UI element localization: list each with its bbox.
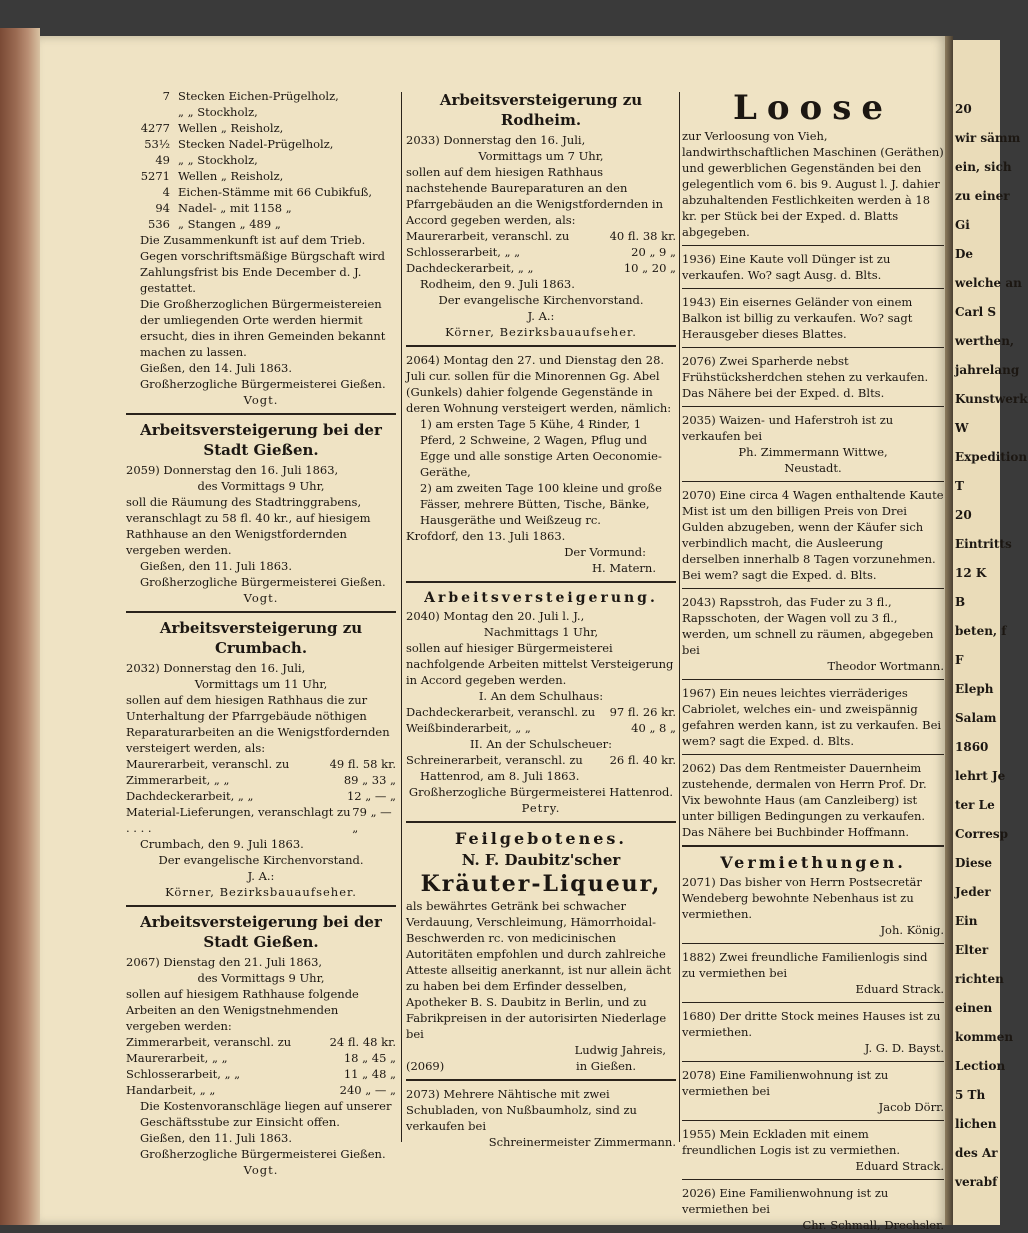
signature: Jacob Dörr. <box>878 1100 944 1114</box>
signature: Körner, Bezirksbauaufseher. <box>165 885 357 899</box>
notice-heading: Arbeitsversteigerung bei der Stadt Gießen. <box>140 913 382 951</box>
text: des Vormittags 9 Uhr, <box>197 479 325 493</box>
cost-label: Dachdeckerarbeit, „ „ <box>126 789 254 803</box>
cost-row <box>126 1050 396 1066</box>
classified-ad: 2035) Waizen- und Haferstroh ist zu verkaufen bei <box>682 413 894 443</box>
authority: Der evangelische Kirchenvorstand. <box>438 293 644 307</box>
cost-row <box>126 756 396 772</box>
table-row <box>126 168 396 184</box>
signature: Eduard Strack. <box>855 982 944 996</box>
next-page-text: lichen <box>955 1117 997 1131</box>
classified-ad: 2076) Zwei Sparherde nebst Frühstücksherdchen stehen zu verkaufen. Das Nähere bei der Exped. d. Blts. <box>682 354 929 400</box>
signature: Körner, Bezirksbauaufseher. <box>445 325 637 339</box>
list-item: 2) am zweiten Tage 100 kleine und große Fässer, mehrere Bütten, Tische, Bänke, Hausgeräthe und Weißzeug rc. <box>420 481 662 527</box>
next-page-text: wir sämm <box>955 131 1021 145</box>
divider <box>682 288 944 289</box>
classified-ad: 1967) Ein neues leichtes vierräderiges Cabriolet, welches ein- und zweispännig gefahren werden kann, ist zu verkaufen. Bei wem? sagt die Exped. d. Blts. <box>682 686 942 748</box>
column-rule <box>679 92 680 1142</box>
cost-label: Schlosserarbeit, „ „ <box>126 1067 241 1081</box>
classified-ad: 1936) Eine Kaute voll Dünger ist zu verkaufen. Wo? sagt Ausg. d. Blts. <box>682 252 891 282</box>
item: Eichen-Stämme mit 66 Cubikfuß, <box>178 185 373 199</box>
table-row <box>126 104 396 120</box>
next-page-text: Expedition <box>955 450 1028 464</box>
text: Neustadt. <box>784 461 842 475</box>
section-heading: Feilgebotenes. <box>454 829 627 848</box>
table-row <box>126 152 396 168</box>
date: Gießen, den 11. Juli 1863. <box>140 1131 292 1145</box>
divider <box>682 588 944 589</box>
ad-title: Loose <box>732 88 894 128</box>
divider <box>682 1179 944 1180</box>
text: des Vormittags 9 Uhr, <box>197 971 325 985</box>
text: Vormittags um 7 Uhr, <box>478 149 604 163</box>
divider <box>682 347 944 348</box>
signature: Vogt. <box>243 1163 279 1177</box>
text: soll die Räumung des Stadtringgrabens, veranschlagt zu 58 fl. 40 kr., auf hiesigem Rathhause an den Wenigstfordernden vergeben werden. <box>126 495 371 557</box>
classified-ad: 1943) Ein eisernes Geländer von einem Balkon ist billig zu verkaufen. Wo? sagt Herausgeber dieses Blattes. <box>682 295 913 341</box>
signature: Chr. Schmall, Drechsler. <box>802 1218 944 1232</box>
signature: Petry. <box>521 801 561 815</box>
divider <box>682 406 944 407</box>
next-page-text: ter Le <box>955 798 995 812</box>
item: Nadel- „ mit 1158 „ <box>178 201 292 215</box>
quantity: 5271 <box>140 169 170 183</box>
cost-label: Dachdeckerarbeit, „ „ <box>406 261 534 275</box>
quantity: 94 <box>155 201 170 215</box>
cost-row <box>406 228 676 244</box>
signature: Ph. Zimmermann Wittwe, <box>738 445 888 459</box>
cost-value: 240 „ — „ <box>339 1083 396 1097</box>
classified-ad: 2070) Eine circa 4 Wagen enthaltende Kaute Mist ist um den billigen Preis von Drei Gulden abzugeben, wenn der Käufer sich verbindlich macht, die Ausleerung derselben innerhalb 8 Tagen vorzunehmen. Bei wem? sagt die Exped. d. Blts. <box>682 488 944 582</box>
next-page-text: W <box>955 421 969 435</box>
quantity: 53½ <box>144 137 170 151</box>
item: „ Stangen „ 489 „ <box>178 217 281 231</box>
signature: Joh. König. <box>880 923 944 937</box>
cost-value: 40 fl. 38 kr. <box>609 229 676 243</box>
cost-label: Material-Lieferungen, veranschlagt zu . . . . <box>126 805 351 835</box>
cost-row <box>406 720 676 736</box>
cost-row <box>406 704 676 720</box>
next-page-text: einen <box>955 1001 993 1015</box>
rental-ad: 2071) Das bisher von Herrn Postsecretär Wendeberg bewohnte Nebenhaus ist zu vermiethen. <box>682 875 922 921</box>
signature: Theodor Wortmann. <box>827 659 944 673</box>
notice-heading: Arbeitsversteigerung zu Rodheim. <box>439 91 643 129</box>
signature: H. Matern. <box>592 561 656 575</box>
next-page-text: beten, f <box>955 624 1007 638</box>
cost-label: Maurerarbeit, veranschl. zu <box>406 229 570 243</box>
authority: Der evangelische Kirchenvorstand. <box>158 853 364 867</box>
wood-list <box>126 88 396 232</box>
cost-label: Zimmerarbeit, „ „ <box>126 773 230 787</box>
quantity <box>126 104 178 120</box>
item: Wellen „ Reisholz, <box>178 121 284 135</box>
cost-table <box>126 1034 396 1098</box>
table-row <box>126 216 396 232</box>
authority: Großherzogliche Bürgermeisterei Hattenrod. <box>408 785 674 799</box>
signature: Ludwig Jahreis, <box>574 1043 666 1057</box>
date: Krofdorf, den 13. Juli 1863. <box>406 529 566 543</box>
cost-row <box>126 1034 396 1050</box>
next-page-text: Eintritts <box>955 537 1012 551</box>
cost-table <box>126 756 396 836</box>
ad-number: (2069) <box>406 1059 445 1073</box>
cost-value: 11 „ 48 „ <box>343 1067 396 1081</box>
divider <box>682 1120 944 1121</box>
cost-row <box>406 752 676 768</box>
text: I. An dem Schulhaus: <box>478 689 604 703</box>
table-row <box>126 184 396 200</box>
next-page-text: richten <box>955 972 1004 986</box>
divider <box>682 943 944 944</box>
cost-label: Dachdeckerarbeit, veranschl. zu <box>406 705 596 719</box>
cost-label: Schreinerarbeit, veranschl. zu <box>406 753 583 767</box>
next-page-text: ein, sich <box>955 160 1012 174</box>
text: als bewährtes Getränk bei schwacher Verdauung, Verschleimung, Hämorrhoidal-Beschwerden rc. von medicinischen Autoritäten empfohlen und durch zahlreiche Atteste allseitig anerkannt, ist nur allein ächt zu haben bei dem Erfinder desselben, Apotheker B. S. Daubitz in Berlin, und zu Fabrikpreisen in der autorisirten Niederlage bei <box>406 899 672 1041</box>
cost-row <box>126 772 396 788</box>
table-row <box>126 200 396 216</box>
authority: Großherzogliche Bürgermeisterei Gießen. <box>140 1147 386 1161</box>
next-page-text: lehrt Je <box>955 769 1006 783</box>
notice-heading: Arbeitsversteigerung bei der Stadt Gießen. <box>140 421 382 459</box>
signature: J. G. D. Bayst. <box>864 1041 944 1055</box>
quantity: 7 <box>162 89 170 103</box>
text: Vormittags um 11 Uhr, <box>194 677 328 691</box>
text: Nachmittags 1 Uhr, <box>483 625 599 639</box>
next-page-text: 20 <box>955 102 972 116</box>
text: 2067) Dienstag den 21. Juli 1863, <box>126 955 323 969</box>
cost-value: 97 fl. 26 kr. <box>609 705 676 719</box>
text: Die Zusammenkunft ist auf dem Trieb. <box>140 233 366 247</box>
cost-label: Handarbeit, „ „ <box>126 1083 216 1097</box>
cost-row <box>126 788 396 804</box>
ad-brand: N. F. Daubitz'scher <box>461 851 621 869</box>
cost-row <box>126 1066 396 1082</box>
next-page-text: jahrelang <box>955 363 1020 377</box>
text: 2040) Montag den 20. Juli l. J., <box>406 609 585 623</box>
cost-value: 20 „ 9 „ <box>631 245 676 259</box>
text: zur Verloosung von Vieh, landwirthschaftlichen Maschinen (Geräthen) und gewerblichen Gegenständen bei den gelegentlich vom 6. bis 9. August l. J. dahier abzuhaltenden Festlichkeiten werden à 18 kr. per Stück bei der Exped. d. Blatts abgegeben. <box>682 129 944 239</box>
next-page-text: werthen, <box>955 334 1015 348</box>
text: sollen auf hiesigem Rathhause folgende Arbeiten an den Wenigstnehmenden vergeben werden: <box>126 987 359 1033</box>
text: J. A.: <box>247 869 275 883</box>
item: „ „ Stockholz, <box>178 105 258 119</box>
notice-heading: Arbeitsversteigerung. <box>424 590 658 606</box>
next-page-text: verabf <box>955 1175 998 1189</box>
cost-value: 24 fl. 48 kr. <box>329 1035 396 1049</box>
cost-value: 40 „ 8 „ <box>631 721 676 735</box>
next-page-fragment <box>953 40 1028 1225</box>
next-page-text: kommen <box>955 1030 1014 1044</box>
date: Rodheim, den 9. Juli 1863. <box>420 277 575 291</box>
ad-title: Kräuter-Liqueur, <box>420 871 662 897</box>
quantity: 4 <box>162 185 170 199</box>
cost-table <box>406 704 676 736</box>
table-row <box>126 136 396 152</box>
next-page-text: Gi <box>955 218 970 232</box>
divider <box>682 679 944 680</box>
column-1 <box>126 88 396 1178</box>
cost-value: 18 „ 45 „ <box>343 1051 396 1065</box>
text: II. An der Schulscheuer: <box>469 737 613 751</box>
cost-value: 26 fl. 40 kr. <box>609 753 676 767</box>
text: in Gießen. <box>576 1059 636 1073</box>
item: „ „ Stockholz, <box>178 153 258 167</box>
item: Stecken Eichen-Prügelholz, <box>178 89 339 103</box>
next-page-text: des Ar <box>955 1146 998 1160</box>
text: 2073) Mehrere Nähtische mit zwei Schubladen, von Nußbaumholz, sind zu verkaufen bei <box>406 1087 637 1133</box>
cost-row <box>126 1082 396 1098</box>
next-page-text: 20 <box>955 508 972 522</box>
signature: Vogt. <box>243 591 279 605</box>
cost-value: 49 fl. 58 kr. <box>329 757 396 771</box>
rental-ad: 2026) Eine Familienwohnung ist zu vermiethen bei <box>682 1186 889 1216</box>
next-page-text: T <box>955 479 964 493</box>
text: 2033) Donnerstag den 16. Juli, <box>406 133 586 147</box>
text: J. A.: <box>527 309 555 323</box>
next-page-text: De <box>955 247 974 261</box>
cost-label: Zimmerarbeit, veranschl. zu <box>126 1035 292 1049</box>
authority: Großherzogliche Bürgermeisterei Gießen. <box>140 377 386 391</box>
text: 2032) Donnerstag den 16. Juli, <box>126 661 306 675</box>
table-row <box>126 120 396 136</box>
classified-ad: 2062) Das dem Rentmeister Dauernheim zustehende, dermalen von Herrn Prof. Dr. Vix bewohnte Haus (am Canzleiberg) ist unter billigen Bedingungen zu verkaufen. Das Nähere bei Buchbinder Hoffmann. <box>682 761 927 839</box>
column-3 <box>682 88 944 1233</box>
date: Gießen, den 14. Juli 1863. <box>140 361 292 375</box>
divider <box>682 1002 944 1003</box>
item: Wellen „ Reisholz, <box>178 169 284 183</box>
text: 2064) Montag den 27. und Dienstag den 28. Juli cur. sollen für die Minorennen Gg. Abel (Gunkels) dahier folgende Gegenstände in deren Wohnung versteigert werden, nämlich: <box>406 353 672 415</box>
divider <box>682 1061 944 1062</box>
date: Crumbach, den 9. Juli 1863. <box>140 837 304 851</box>
text: 2059) Donnerstag den 16. Juli 1863, <box>126 463 339 477</box>
classified-ads <box>682 245 944 840</box>
signature: Schreinermeister Zimmermann. <box>488 1135 676 1149</box>
next-page-text: Lection <box>955 1059 1006 1073</box>
cost-row <box>406 260 676 276</box>
cost-label: Maurerarbeit, veranschl. zu <box>126 757 290 771</box>
cost-value: 79 „ — „ <box>352 805 392 835</box>
column-2 <box>406 88 676 1150</box>
text: Die Kostenvoranschläge liegen auf unserer Geschäftsstube zur Einsicht offen. <box>140 1099 392 1129</box>
table-row <box>126 88 396 104</box>
rental-ad: 1955) Mein Eckladen mit einem freundlichen Logis ist zu vermiethen. <box>682 1127 901 1157</box>
next-page-text: Diese <box>955 856 992 870</box>
book-binding <box>0 28 40 1225</box>
rental-ad: 1680) Der dritte Stock meines Hauses ist zu vermiethen. <box>682 1009 941 1039</box>
date: Hattenrod, am 8. Juli 1863. <box>420 769 580 783</box>
next-page-text: Ein <box>955 914 978 928</box>
section-heading: Vermiethungen. <box>720 853 906 872</box>
cost-label: Weißbinderarbeit, „ „ <box>406 721 531 735</box>
notice-heading: Arbeitsversteigerung zu Crumbach. <box>159 619 363 657</box>
next-page-text: zu einer <box>955 189 1010 203</box>
next-page-text: 5 Th <box>955 1088 986 1102</box>
next-page-text: Corresp <box>955 827 1008 841</box>
date: Gießen, den 11. Juli 1863. <box>140 559 292 573</box>
item: Stecken Nadel-Prügelholz, <box>178 137 334 151</box>
column-rule <box>401 92 402 1142</box>
next-page-text: B <box>955 595 966 609</box>
signature: Vogt. <box>243 393 279 407</box>
divider <box>682 245 944 246</box>
text: Der Vormund: <box>564 545 646 559</box>
next-page-text: welche an <box>955 276 1022 290</box>
divider <box>682 481 944 482</box>
cost-value: 12 „ — „ <box>346 789 396 803</box>
page-gutter <box>945 36 953 1225</box>
rental-ad: 2078) Eine Familienwohnung ist zu vermiethen bei <box>682 1068 889 1098</box>
cost-row <box>406 244 676 260</box>
cost-label: Schlosserarbeit, „ „ <box>406 245 521 259</box>
rental-ads <box>682 874 944 1233</box>
next-page-text: Eleph <box>955 682 994 696</box>
signature: Eduard Strack. <box>855 1159 944 1173</box>
next-page-text: 1860 <box>955 740 989 754</box>
authority: Großherzogliche Bürgermeisterei Gießen. <box>140 575 386 589</box>
cost-table <box>406 752 676 768</box>
text: sollen auf hiesiger Bürgermeisterei nachfolgende Arbeiten mittelst Versteigerung in Accord gegeben werden. <box>406 641 674 687</box>
list-item: 1) am ersten Tage 5 Kühe, 4 Rinder, 1 Pferd, 2 Schweine, 2 Wagen, Pflug und Egge und alle sonstige Arten Oeconomie-Geräthe, <box>420 417 662 479</box>
next-page-text: Jeder <box>955 885 991 899</box>
rental-ad: 1882) Zwei freundliche Familienlogis sind zu vermiethen bei <box>682 950 928 980</box>
classified-ad: 2043) Rapsstroh, das Fuder zu 3 fl., Rapsschoten, der Wagen voll zu 3 fl., werden, um schnell zu räumen, abgegeben bei <box>682 595 934 657</box>
next-page-text: 12 K <box>955 566 987 580</box>
text: sollen auf dem hiesigen Rathhaus nachstehende Baureparaturen an den Pfarrgebäuden an die Wenigstfordernden in Accord gegeben werden, als: <box>406 165 664 227</box>
cost-table <box>406 228 676 276</box>
cost-value: 89 „ 33 „ <box>343 773 396 787</box>
cost-label: Maurerarbeit, „ „ <box>126 1051 228 1065</box>
cost-row <box>126 804 396 836</box>
next-page-text: F <box>955 653 964 667</box>
text: Die Großherzoglichen Bürgermeistereien der umliegenden Orte werden hiermit ersucht, dies in ihren Gemeinden bekannt machen zu lassen. <box>140 297 386 359</box>
quantity: 49 <box>155 153 170 167</box>
next-page-text: Salam <box>955 711 997 725</box>
next-page-text: Kunstwerk <box>955 392 1028 406</box>
text: sollen auf dem hiesigen Rathhaus die zur Unterhaltung der Pfarrgebäude nöthigen Reparaturarbeiten an die Wenigstfordernden versteigert werden, als: <box>126 693 390 755</box>
text: Gegen vorschriftsmäßige Bürgschaft wird Zahlungsfrist bis Ende December d. J. gestattet. <box>140 249 386 295</box>
quantity: 4277 <box>140 121 170 135</box>
quantity: 536 <box>148 217 170 231</box>
cost-value: 10 „ 20 „ <box>623 261 676 275</box>
next-page-text: Elter <box>955 943 989 957</box>
next-page-text: Carl S <box>955 305 997 319</box>
divider <box>682 754 944 755</box>
